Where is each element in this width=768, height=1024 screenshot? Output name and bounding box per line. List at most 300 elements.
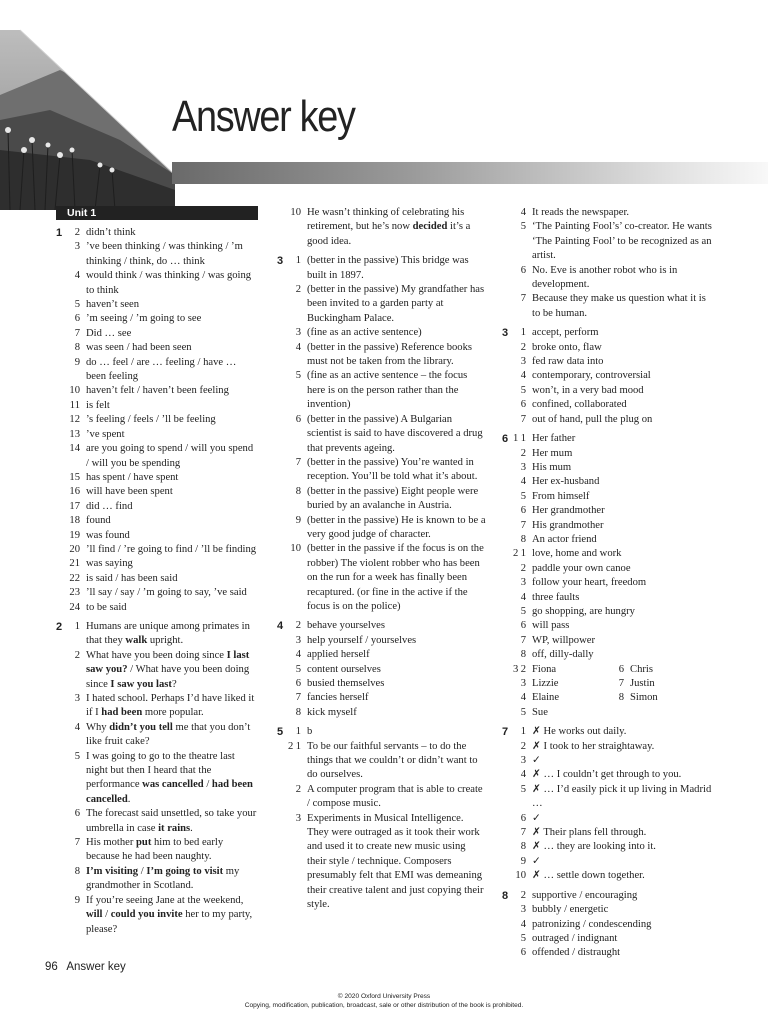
- answer-row: [502, 447, 712, 461]
- answer-row: [502, 840, 712, 854]
- section-number: 8: [502, 889, 509, 902]
- answer-row: [56, 692, 258, 721]
- item-text: Sue: [532, 706, 548, 718]
- item-text: applied herself: [307, 649, 370, 661]
- name-pair-row: [502, 663, 712, 677]
- item-number: 8: [295, 485, 301, 497]
- section-number: 4: [277, 620, 284, 633]
- item-text: help yourself / yourselves: [307, 634, 417, 646]
- item-number: 4: [520, 207, 526, 218]
- answer-row: [56, 557, 258, 571]
- subsection-6-2: [502, 547, 712, 662]
- item-text: ✗ I took to her straightaway.: [532, 740, 655, 752]
- item-text: Her mum: [532, 447, 573, 459]
- item-text: (better in the passive) He is known to be a very good judge of character.: [307, 514, 486, 540]
- item-text: (better in the passive) You’re wanted in reception. You’ll be told what it’s about.: [307, 456, 478, 483]
- item-number: 10: [290, 543, 301, 555]
- item-number: 9: [74, 356, 80, 368]
- title-band: [172, 162, 768, 184]
- item-text: No. Eve is another robot who is in development.: [532, 264, 678, 291]
- item-number: 5: [520, 490, 526, 502]
- item-number: 11: [69, 399, 80, 411]
- answer-row: [56, 601, 258, 615]
- item-text: Elaine: [532, 692, 560, 704]
- item-number: 7: [74, 327, 80, 339]
- item-number: 15: [69, 471, 80, 483]
- answer-row: [277, 514, 487, 543]
- subsection-5-2-continued: [502, 206, 712, 321]
- answer-row: [502, 576, 712, 590]
- answer-row: [56, 384, 258, 398]
- page-title: Answer key: [172, 92, 355, 141]
- answer-row: [277, 783, 487, 812]
- item-number: 6: [520, 947, 526, 959]
- subsection-5-3: [502, 326, 712, 427]
- item-number: 21: [69, 558, 80, 570]
- answer-row: [502, 490, 712, 504]
- answer-row: [502, 889, 712, 903]
- item-text: (better in the passive) A Bulgarian scientist is said to have discovered a drug that prevents ageing.: [307, 413, 483, 454]
- item-number: 17: [69, 500, 80, 512]
- item-number: 1: [74, 620, 80, 632]
- answer-row: [502, 461, 712, 475]
- item-text: Because they make us question what it is to be human.: [532, 293, 706, 319]
- item-text: ’ll find / ’re going to find / ’ll be finding: [86, 543, 257, 555]
- item-text: (better in the passive) Eight people were buried by an avalanche in Austria.: [307, 485, 479, 512]
- item-number: 4: [520, 692, 526, 704]
- item-text: Fiona: [532, 663, 557, 675]
- item-number: 6: [295, 413, 301, 425]
- item-number: 5: [295, 663, 301, 675]
- item-number: 5: [520, 783, 526, 795]
- item-number: 3: [520, 356, 526, 368]
- item-number: 2: [520, 562, 526, 574]
- page-footer: [45, 961, 126, 973]
- item-text: ✗ He works out daily.: [532, 726, 627, 738]
- name-pair-row: [502, 691, 712, 705]
- answer-row: [502, 341, 712, 355]
- item-text: ’ve spent: [86, 428, 125, 440]
- item-number: 7: [618, 678, 624, 689]
- item-number: 7: [295, 692, 301, 704]
- item-text: (fine as an active sentence): [307, 327, 422, 339]
- item-text: His grandmother: [532, 519, 604, 531]
- item-number: 2: [295, 284, 301, 296]
- answer-row: [56, 572, 258, 586]
- pair-right: [600, 706, 630, 720]
- item-text: (better in the passive if the focus is on the robber) The violent robber who has been on the run for a week has finally been recaptured. (or fine in the active if the focus is on the police): [307, 543, 484, 612]
- name-pair-row: [502, 706, 712, 720]
- item-text: I was going to go to the theatre last night but then I heard that the performance was cancelled / had been cancelled.: [86, 750, 253, 805]
- item-text: Did … see: [86, 327, 132, 339]
- item-number: 2: [74, 227, 80, 238]
- answer-row: [277, 706, 487, 720]
- subsection-number: 3: [502, 327, 509, 340]
- item-number: 7: [520, 634, 526, 646]
- item-number: 8: [295, 706, 301, 718]
- item-text: are you going to spend / will you spend / will you be spending: [86, 443, 254, 469]
- answer-row: [56, 471, 258, 485]
- column-2: [277, 206, 487, 918]
- item-number: 1: [520, 327, 526, 339]
- answer-row: [502, 591, 712, 605]
- item-number: 3: [520, 678, 526, 689]
- item-number: 6: [74, 313, 80, 325]
- answer-row: [502, 264, 712, 293]
- item-number: 10: [515, 870, 526, 882]
- item-number: 5: [520, 706, 526, 718]
- item-text: He wasn’t thinking of celebrating his retirement, but he’s now decided it’s a good idea.: [307, 207, 471, 247]
- answer-row: [502, 398, 712, 412]
- item-text: did … find: [86, 500, 133, 512]
- section-5: [277, 725, 487, 912]
- item-text: accept, perform: [532, 327, 599, 339]
- section-number: 5: [277, 726, 284, 739]
- item-number: 8: [520, 841, 526, 853]
- item-text: patronizing / condescending: [532, 918, 652, 930]
- item-number: 10: [69, 385, 80, 397]
- item-text: His mum: [532, 461, 572, 473]
- item-number: 3: [74, 693, 80, 704]
- item-text: follow your heart, freedom: [532, 577, 647, 589]
- item-number: 4: [520, 476, 526, 488]
- pair-left: [502, 677, 600, 691]
- answer-row: [56, 514, 258, 528]
- item-text: An actor friend: [532, 533, 597, 545]
- item-number: 2: [295, 620, 301, 632]
- item-number: 18: [69, 515, 80, 527]
- item-text: His mother put him to bed early because he had been naughty.: [86, 837, 224, 863]
- item-number: 5: [74, 299, 80, 311]
- item-number: 1: [295, 740, 301, 752]
- item-number: 6: [520, 620, 526, 632]
- answer-row: [277, 456, 487, 485]
- answer-row: [56, 836, 258, 865]
- answer-row: [502, 740, 712, 754]
- item-number: 3: [520, 904, 526, 916]
- answer-row: [56, 298, 258, 312]
- answer-row: [502, 369, 712, 383]
- item-number: 5: [520, 221, 526, 233]
- column-3: [502, 206, 712, 966]
- answer-row: [277, 648, 487, 662]
- copyright-notice: © 2020 Oxford University Press: [337, 993, 431, 1000]
- item-text: haven’t seen: [86, 299, 140, 311]
- section-2-continued: [277, 206, 487, 249]
- item-number: 4: [74, 721, 80, 733]
- item-text: To be our faithful servants – to do the things that we couldn’t or didn’t want to do ourselves.: [307, 740, 478, 781]
- answer-row: [56, 721, 258, 750]
- answer-row: [277, 542, 487, 614]
- item-number: 6: [520, 264, 526, 276]
- item-text: I’m visiting / I’m going to visit my grandmother in Scotland.: [86, 865, 240, 892]
- item-number: 19: [69, 529, 80, 541]
- item-text: do … feel / are … feeling / have … been feeling: [86, 356, 237, 383]
- item-text: will have been spent: [86, 486, 173, 498]
- item-number: 4: [295, 649, 301, 661]
- answer-row: [56, 240, 258, 269]
- answer-row: [56, 865, 258, 894]
- item-text: ✗ … they are looking into it.: [532, 841, 656, 853]
- item-number: 1: [520, 548, 526, 560]
- answer-row: [277, 413, 487, 456]
- item-text: Her grandmother: [532, 505, 605, 517]
- answer-row: [502, 413, 712, 427]
- item-number: 6: [520, 505, 526, 517]
- item-text: From himself: [532, 490, 590, 502]
- column-1: [56, 206, 258, 942]
- item-number: 2: [520, 889, 526, 901]
- item-number: 8: [520, 649, 526, 661]
- section-4: [277, 619, 487, 720]
- item-text: would think / was thinking / was going to think: [86, 270, 252, 296]
- item-number: 3: [520, 755, 526, 767]
- item-text: A computer program that is able to create / compose music.: [307, 783, 483, 810]
- section-7: [502, 725, 712, 883]
- item-number: 3: [295, 634, 301, 646]
- item-text: If you’re seeing Jane at the weekend, will / could you invite her to my party, please?: [86, 894, 253, 935]
- answer-row: [502, 533, 712, 547]
- item-text: Justin: [630, 678, 655, 689]
- answer-row: [502, 903, 712, 917]
- item-text: ✗ … settle down together.: [532, 870, 645, 882]
- subsection-number: 1: [513, 433, 519, 445]
- answer-row: [277, 206, 487, 249]
- answer-row: [502, 562, 712, 576]
- name-pair-row: [502, 677, 712, 691]
- item-number: 9: [295, 514, 301, 526]
- pair-left: [502, 691, 600, 705]
- pair-left: [502, 706, 600, 720]
- answer-row: [502, 725, 712, 739]
- section-number: 1: [56, 227, 63, 239]
- item-number: 6: [295, 678, 301, 689]
- item-text: was found: [86, 529, 130, 541]
- answer-row: [56, 312, 258, 326]
- item-number: 5: [520, 932, 526, 944]
- item-number: 5: [295, 370, 301, 382]
- item-number: 22: [69, 572, 80, 584]
- item-number: 9: [74, 894, 80, 906]
- answer-row: [277, 691, 487, 705]
- item-text: (better in the passive) Reference books must not be taken from the library.: [307, 341, 473, 368]
- item-text: ’s feeling / feels / ’ll be feeling: [86, 414, 216, 426]
- item-number: 4: [295, 341, 301, 353]
- answer-row: [502, 946, 712, 960]
- answer-row: [277, 485, 487, 514]
- item-number: [600, 706, 630, 720]
- item-text: love, home and work: [532, 548, 622, 560]
- section-number: 3: [277, 255, 284, 268]
- answer-row: [277, 254, 487, 283]
- item-number: 9: [520, 855, 526, 867]
- answer-row: [277, 326, 487, 340]
- item-number: 4: [74, 270, 80, 282]
- item-text: ’ll say / say / ’m going to say, ’ve said: [86, 587, 247, 599]
- item-text: ✓: [532, 755, 541, 767]
- item-text: The forecast said unsettled, so take your umbrella in case it rains.: [86, 808, 257, 834]
- item-number: 6: [618, 663, 624, 675]
- answer-row: [56, 428, 258, 442]
- answer-row: [502, 292, 712, 321]
- item-number: 1: [295, 255, 301, 267]
- answer-row: [502, 855, 712, 869]
- item-number: 7: [295, 456, 301, 468]
- item-number: 2: [520, 447, 526, 459]
- answer-row: [56, 269, 258, 298]
- item-text: busied themselves: [307, 678, 385, 689]
- subsection-number: 2: [288, 740, 294, 752]
- answer-row: [502, 355, 712, 369]
- item-text: offended / distraught: [532, 947, 621, 959]
- item-text: b: [307, 726, 313, 738]
- item-number: 7: [520, 519, 526, 531]
- answer-row: [277, 634, 487, 648]
- item-text: kick myself: [307, 706, 357, 718]
- item-text: was seen / had been seen: [86, 342, 192, 354]
- section-1: [56, 226, 258, 615]
- unit-heading: Unit 1: [56, 206, 258, 220]
- item-text: ’ve been thinking / was thinking / ’m thinking / think, do … think: [86, 241, 243, 267]
- answer-row: [502, 605, 712, 619]
- item-text: ✗ Their plans fell through.: [532, 827, 647, 839]
- item-text: ‘The Painting Fool’s’ co-creator. He wants ‘The Painting Fool’ to be recognized as an artist.: [532, 221, 712, 262]
- answer-row: [56, 327, 258, 341]
- answer-row: [277, 812, 487, 913]
- answer-row: [502, 206, 712, 220]
- item-number: 3: [295, 812, 301, 824]
- answer-row: [277, 725, 487, 739]
- answer-row: [277, 369, 487, 412]
- answer-row: [502, 519, 712, 533]
- item-number: 4: [520, 591, 526, 603]
- item-text: fancies herself: [307, 692, 369, 704]
- subsection-6-1: [502, 432, 712, 547]
- footer-label: Answer key: [66, 961, 126, 973]
- item-text: Humans are unique among primates in that they walk upright.: [86, 620, 250, 647]
- answer-row: [56, 500, 258, 514]
- item-text: behave yourselves: [307, 620, 385, 632]
- answer-row: [502, 918, 712, 932]
- answer-row: [502, 475, 712, 489]
- item-text: broke onto, flaw: [532, 341, 602, 353]
- subsection-6-3: [502, 663, 712, 721]
- answer-row: [56, 341, 258, 355]
- answer-row: [502, 634, 712, 648]
- item-text: paddle your own canoe: [532, 562, 631, 574]
- item-number: 3: [74, 241, 80, 253]
- item-number: 8: [74, 342, 80, 354]
- item-number: 7: [74, 837, 80, 849]
- section-2: [56, 620, 258, 937]
- answer-row: [56, 894, 258, 937]
- answer-row: [56, 543, 258, 557]
- item-number: 8: [74, 865, 80, 877]
- item-text: will pass: [532, 620, 570, 632]
- item-text: haven’t felt / haven’t been feeling: [86, 385, 229, 397]
- item-text: outraged / indignant: [532, 932, 618, 944]
- answer-row: [56, 485, 258, 499]
- item-number: 3: [295, 327, 301, 339]
- answer-row: [502, 547, 712, 561]
- section-3: [277, 254, 487, 614]
- answer-row: [502, 432, 712, 446]
- answer-row: [277, 283, 487, 326]
- subsection-number: 3: [513, 663, 519, 675]
- item-text: (fine as an active sentence – the focus here is on the person rather than the invention): [307, 370, 468, 411]
- answer-row: [502, 783, 712, 812]
- item-text: Chris: [630, 663, 653, 675]
- item-number: 23: [69, 587, 80, 599]
- item-text: found: [86, 515, 111, 527]
- answer-row: [56, 807, 258, 836]
- item-text: What have you been doing since I last saw you? / What have you been doing since I saw you last?: [86, 649, 250, 690]
- item-text: contemporary, controversial: [532, 370, 651, 382]
- item-number: 14: [69, 443, 80, 455]
- item-text: was saying: [86, 558, 133, 570]
- item-text: Her father: [532, 433, 576, 445]
- answer-row: [56, 529, 258, 543]
- answer-row: [502, 754, 712, 768]
- header-photo: [0, 0, 175, 210]
- item-number: 6: [520, 812, 526, 824]
- pair-right: [600, 677, 655, 691]
- answer-row: [56, 442, 258, 471]
- answer-row: [56, 750, 258, 808]
- item-number: 6: [74, 808, 80, 820]
- item-text: ✓: [532, 855, 541, 867]
- item-number: 1: [295, 726, 301, 738]
- item-text: supportive / encouraging: [532, 889, 638, 901]
- page-number: 96: [45, 961, 58, 973]
- item-text: content ourselves: [307, 663, 381, 675]
- item-text: has spent / have spent: [86, 471, 179, 483]
- answer-row: [56, 399, 258, 413]
- item-number: 3: [520, 577, 526, 589]
- answer-row: [56, 620, 258, 649]
- answer-row: [277, 663, 487, 677]
- answer-row: [502, 869, 712, 883]
- item-text: didn’t think: [86, 227, 136, 238]
- item-text: Simon: [630, 692, 658, 704]
- item-number: 5: [74, 750, 80, 762]
- item-number: 8: [520, 533, 526, 545]
- section-number: 6: [502, 433, 509, 446]
- item-text: (better in the passive) This bridge was built in 1897.: [307, 255, 469, 281]
- item-number: 4: [520, 370, 526, 382]
- answer-row: [277, 619, 487, 633]
- item-number: 12: [69, 414, 80, 426]
- item-number: 5: [520, 605, 526, 617]
- item-text: won’t, in a very bad mood: [532, 384, 644, 396]
- copyright-disclaimer: Copying, modification, publication, broadcast, sale or other distribution of the book is prohibited.: [244, 1002, 524, 1009]
- item-number: 24: [69, 601, 80, 613]
- answer-row: [277, 740, 487, 783]
- item-text: ✗ … I’d easily pick it up living in Madrid …: [532, 783, 712, 810]
- item-number: 1: [520, 433, 526, 445]
- item-number: 4: [520, 769, 526, 781]
- section-8: [502, 889, 712, 961]
- answer-row: [502, 384, 712, 398]
- section-6: [502, 432, 712, 720]
- item-text: Her ex-husband: [532, 476, 600, 488]
- item-number: 7: [520, 413, 526, 425]
- item-text: Why didn’t you tell me that you don’t like fruit cake?: [86, 721, 251, 748]
- answer-row: [502, 932, 712, 946]
- answer-row: [502, 504, 712, 518]
- answer-row: [502, 768, 712, 782]
- item-text: I hated school. Perhaps I’d have liked it if I had been more popular.: [86, 693, 255, 719]
